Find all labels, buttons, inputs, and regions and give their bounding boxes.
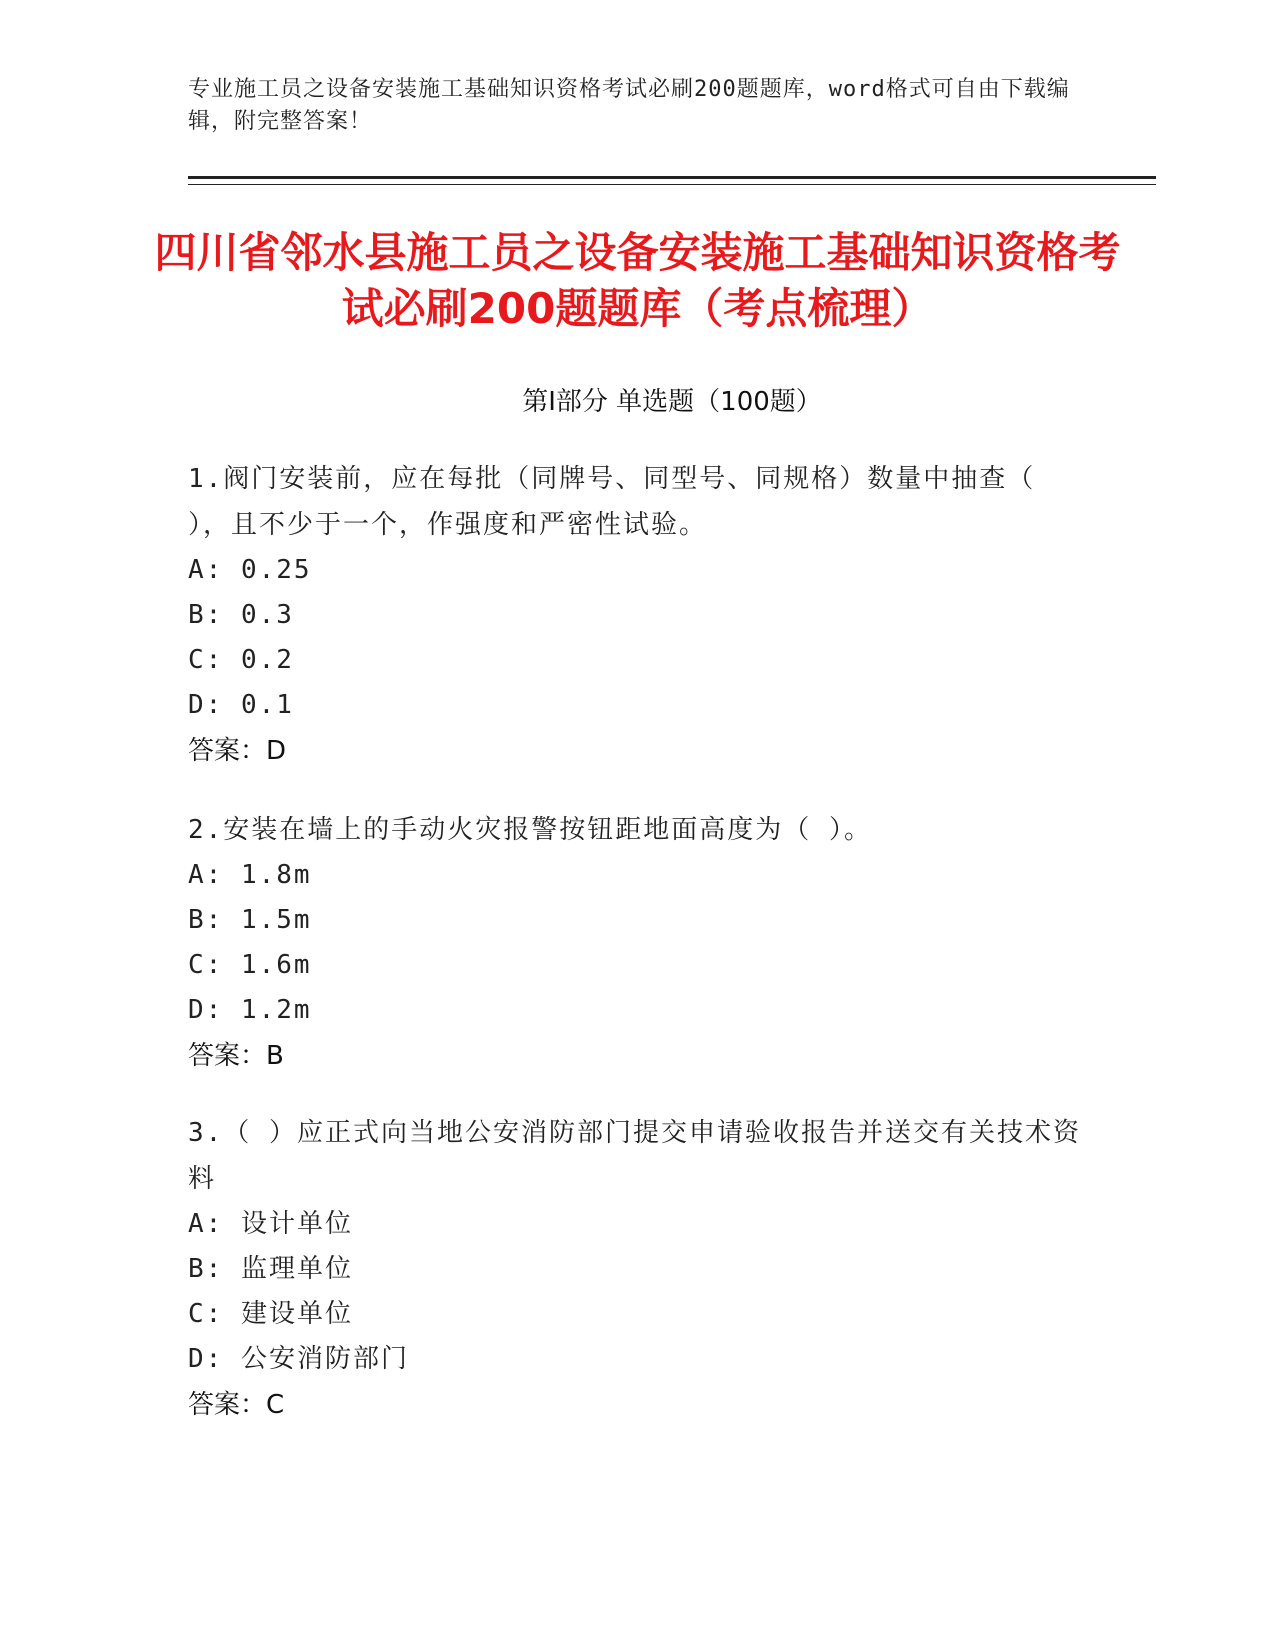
document-title: 四川省邻水县施工员之设备安装施工基础知识资格考试必刷200题题库（考点梳理） xyxy=(154,228,1121,333)
section-heading: 第Ⅰ部分 单选题（100题） xyxy=(522,387,822,417)
option-b: B: 监理单位 xyxy=(188,1254,353,1284)
question-block xyxy=(188,456,1088,774)
option-b: B: 0.3 xyxy=(188,600,294,630)
option-c: C: 建设单位 xyxy=(188,1299,353,1329)
question-block xyxy=(188,807,1088,1079)
question-stem: 3.（ ）应正式向当地公安消防部门提交申请验收报告并送交有关技术资料 xyxy=(188,1118,1081,1194)
option-a: A: 1.8m xyxy=(188,860,312,890)
question-stem: 2.安装在墙上的手动火灾报警按钮距地面高度为（ ）。 xyxy=(188,815,872,845)
header-divider-thin xyxy=(188,184,1156,185)
header-note: 专业施工员之设备安装施工基础知识资格考试必刷200题题库，word格式可自由下载编辑，附完整答案！ xyxy=(188,77,1070,134)
option-a: A: 0.25 xyxy=(188,555,312,585)
option-c: C: 0.2 xyxy=(188,645,294,675)
answer-line: 答案：D xyxy=(188,736,287,766)
question-block xyxy=(188,1110,1088,1428)
option-c: C: 1.6m xyxy=(188,950,312,980)
option-d: D: 1.2m xyxy=(188,995,312,1025)
answer-line: 答案：B xyxy=(188,1041,284,1071)
option-d: D: 0.1 xyxy=(188,690,294,720)
option-a: A: 设计单位 xyxy=(188,1209,353,1239)
answer-line: 答案：C xyxy=(188,1390,285,1420)
option-d: D: 公安消防部门 xyxy=(188,1344,409,1374)
question-stem: 1.阀门安装前，应在每批（同牌号、同型号、同规格）数量中抽查（ ），且不少于一个，作强度和严密性试验。 xyxy=(188,464,1036,540)
option-b: B: 1.5m xyxy=(188,905,312,935)
header-divider-thick xyxy=(188,176,1156,179)
